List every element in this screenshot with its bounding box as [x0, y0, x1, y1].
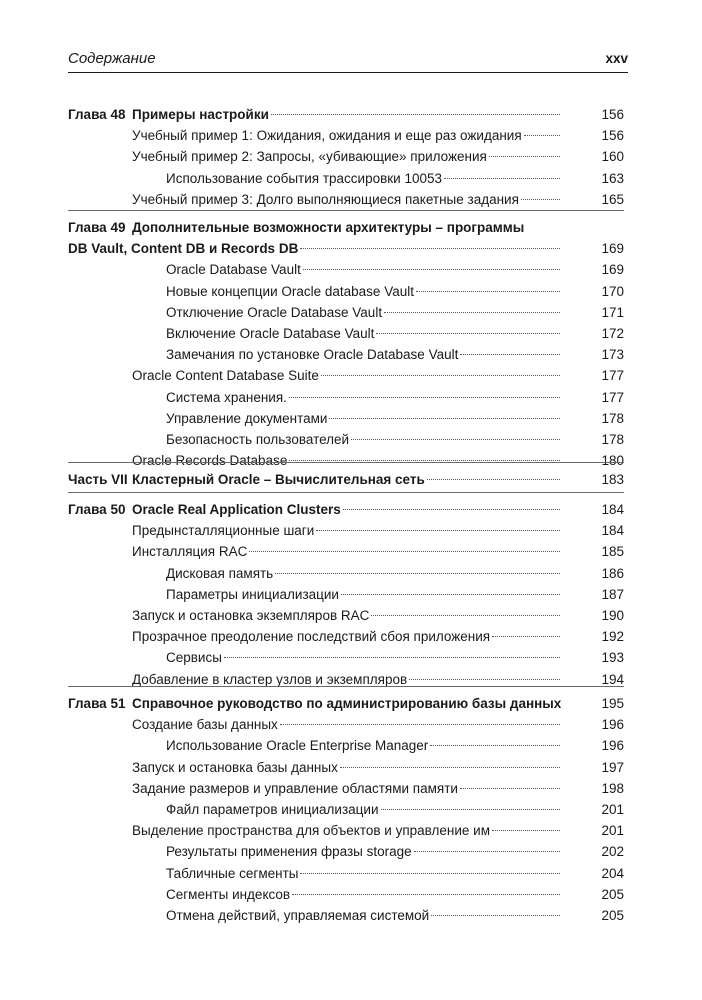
toc-entry-page: 173 [601, 347, 624, 363]
toc-entry[interactable] [0, 126, 624, 146]
toc-entry-leader-line [166, 388, 562, 408]
toc-entry[interactable] [0, 388, 624, 408]
dot-leader [343, 509, 560, 510]
toc-entry-title: Справочное руководство по администрированию базы данных [132, 696, 562, 711]
toc-entry-page: 196 [601, 738, 624, 754]
toc-entry-title: Учебный пример 1: Ожидания, ожидания и еще раз ожидания [132, 128, 522, 144]
toc-entry[interactable] [0, 260, 624, 280]
dot-leader [224, 657, 560, 658]
toc-entry-leader-line [166, 430, 562, 450]
toc-entry-title: Прозрачное преодоление последствий сбоя приложения [132, 629, 491, 645]
toc-entry-title: Безопасность пользователей [166, 432, 350, 447]
toc-entry-title: Использование события трассировки 10053 [166, 170, 443, 186]
dot-leader [460, 354, 560, 355]
toc-entry-title: Замечания по установке Oracle Database Vault [166, 347, 459, 363]
toc-entry[interactable] [0, 409, 624, 429]
toc-entry-title: Задание размеров и управление областями памяти [132, 780, 458, 796]
toc-entry-page: 196 [601, 717, 624, 733]
dot-leader [340, 767, 560, 768]
section-label-text: Часть VII [68, 472, 128, 487]
toc-entry-page: 172 [601, 326, 624, 341]
toc-entry[interactable] [0, 564, 624, 584]
dot-leader [376, 333, 560, 334]
toc-entry-leader-line [132, 470, 562, 490]
toc-entry-page: 156 [601, 128, 624, 144]
dot-leader [384, 312, 560, 313]
dot-leader [524, 135, 560, 136]
toc-entry-page: 198 [601, 780, 624, 796]
chapter-title-line1[interactable]: Дополнительные возможности архитектуры – программы [132, 220, 525, 235]
toc-entry-title: Включение Oracle Database Vault [166, 326, 375, 341]
toc-entry-title: Oracle Real Application Clusters [132, 502, 341, 517]
toc-entry[interactable] [0, 345, 624, 365]
toc-entry-page: 195 [601, 696, 624, 711]
dot-leader [430, 745, 560, 746]
toc-entry-title: DB Vault, Content DB и Records DB [68, 241, 299, 257]
toc-entry-leader-line [166, 648, 562, 668]
toc-entry[interactable] [0, 864, 624, 884]
toc-entry-leader-line [132, 758, 562, 778]
toc-entry-title: Oracle Records Database [132, 453, 288, 469]
toc-entry-page: 183 [601, 472, 624, 487]
toc-entry-leader-line [132, 126, 562, 146]
toc-entry[interactable] [0, 282, 624, 302]
toc-entry[interactable] [0, 105, 624, 125]
toc-entry-page: 187 [601, 586, 624, 602]
toc-entry-page: 177 [601, 389, 624, 405]
toc-entry[interactable] [0, 169, 624, 189]
toc-entry-page: 205 [601, 908, 624, 923]
toc-entry-leader-line [166, 585, 562, 605]
dot-leader [280, 724, 560, 725]
dot-leader [409, 679, 560, 680]
toc-entry-page: 163 [601, 170, 624, 186]
toc-entry-leader-line [132, 147, 562, 167]
dot-leader [492, 636, 560, 637]
dot-leader [351, 439, 560, 440]
section-label-text: Глава 49 [68, 220, 126, 235]
toc-entry-leader-line [132, 779, 562, 799]
toc-entry-page: 201 [601, 802, 624, 817]
section-label-text: Глава 50 [68, 502, 126, 517]
dot-leader [416, 291, 560, 292]
dot-leader [300, 873, 560, 874]
dot-leader [316, 530, 560, 531]
toc-entry-title: Инсталляция RAC [132, 544, 248, 560]
toc-entry-title: Выделение пространства для объектов и управление им [132, 823, 490, 839]
toc-entry-page: 184 [601, 502, 624, 517]
toc-entry[interactable] [0, 627, 624, 647]
toc-entry-title: Использование Oracle Enterprise Manager [166, 738, 429, 754]
toc-entry-leader-line [166, 345, 562, 365]
dot-leader [414, 851, 560, 852]
header-title: Содержание [68, 50, 156, 67]
toc-entry-title: Учебный пример 2: Запросы, «убивающие» приложения [132, 149, 487, 165]
section-label [68, 218, 138, 238]
toc-entry-title: Дисковая память [166, 565, 274, 581]
toc-entry-title: Кластерный Oracle – Вычислительная сеть [132, 472, 425, 487]
header-page-number: xxv [605, 51, 628, 66]
dot-leader [427, 479, 560, 480]
toc-entry-page: 156 [601, 107, 624, 122]
toc-entry[interactable] [0, 470, 624, 490]
toc-entry[interactable] [0, 147, 624, 167]
toc-entry-title: Управление документами [166, 410, 328, 426]
toc-entry-leader-line [166, 303, 562, 323]
toc-entry-title: Отмена действий, управляемая системой [166, 908, 430, 923]
toc-entry[interactable] [0, 542, 624, 562]
toc-entry-title: Запуск и остановка базы данных [132, 759, 338, 775]
section-separator [68, 686, 624, 687]
toc-entry-title: Oracle Database Vault [166, 262, 301, 278]
toc-entry[interactable] [0, 842, 624, 862]
toc-entry-page: 185 [601, 544, 624, 560]
toc-entry-leader-line [166, 842, 562, 862]
dot-leader [444, 178, 560, 179]
toc-entry-leader-line [132, 366, 562, 386]
toc-entry[interactable] [0, 324, 624, 344]
toc-entry-page: 165 [601, 191, 624, 207]
dot-leader [292, 894, 560, 895]
dot-leader [381, 809, 561, 810]
dot-leader [431, 915, 560, 916]
dot-leader [460, 788, 560, 789]
toc-entry-page: 190 [601, 608, 624, 623]
toc-entry-page: 184 [601, 523, 624, 539]
section-separator [68, 492, 624, 493]
toc-entry[interactable] [0, 821, 624, 841]
section-separator [68, 210, 624, 211]
dot-leader [371, 615, 560, 616]
toc-entry[interactable] [0, 779, 624, 799]
toc-entry-title: Предынсталляционные шаги [132, 523, 315, 539]
toc-entry-page: 160 [601, 149, 624, 165]
dot-leader [303, 269, 560, 270]
toc-entry-title: Файл параметров инициализации [166, 802, 379, 817]
toc-entry-page: 180 [601, 453, 624, 469]
toc-entry-leader-line [166, 906, 562, 926]
toc-entry-title: Табличные сегменты [166, 865, 299, 881]
toc-entry-leader-line [166, 260, 562, 280]
toc-entry-title: Примеры настройки [132, 107, 269, 122]
toc-entry[interactable] [0, 694, 624, 714]
toc-entry-title: Добавление в кластер узлов и экземпляров [132, 671, 408, 687]
toc-entry[interactable] [0, 303, 624, 323]
toc-entry-title: Создание базы данных [132, 717, 278, 733]
dot-leader [521, 199, 560, 200]
toc-entry-leader-line [166, 864, 562, 884]
toc-entry-page: 194 [601, 671, 624, 687]
toc-entry-title: Сервисы [166, 650, 222, 666]
dot-leader [329, 418, 560, 419]
toc-entry-page: 197 [601, 759, 624, 775]
toc-entry[interactable] [0, 906, 624, 926]
toc-entry-leader-line [132, 521, 562, 541]
toc-entry[interactable] [0, 758, 624, 778]
toc-entry-leader-line [132, 190, 562, 210]
toc-entry-title: Учебный пример 3: Долго выполняющиеся пакетные задания [132, 191, 519, 207]
toc-entry-leader-line [132, 105, 562, 125]
toc-entry[interactable] [0, 715, 624, 735]
toc-entry-title: Отключение Oracle Database Vault [166, 304, 383, 320]
running-header [68, 50, 628, 73]
toc-entry-leader-line [132, 694, 562, 714]
toc-entry[interactable] [0, 606, 624, 626]
toc-entry[interactable] [0, 585, 624, 605]
toc-entry-page: 202 [601, 844, 624, 860]
toc-entry[interactable] [0, 190, 624, 210]
toc-entry-title: Система хранения. [166, 389, 287, 405]
toc-entry-title: Oracle Content Database Suite [132, 368, 319, 384]
toc-entry-leader-line [68, 239, 562, 259]
toc-entry-title: Новые концепции Oracle database Vault [166, 283, 414, 299]
section-label-text: Глава 51 [68, 696, 126, 711]
toc-entry-page: 170 [601, 283, 624, 299]
toc-entry-leader-line [166, 409, 562, 429]
toc-entry-leader-line [166, 800, 562, 820]
toc-entry[interactable] [0, 521, 624, 541]
toc-entry-page: 178 [601, 410, 624, 426]
toc-entry[interactable] [0, 500, 624, 520]
toc-entry-page: 169 [601, 262, 624, 278]
dot-leader [275, 573, 560, 574]
toc-entry-page: 178 [601, 432, 624, 447]
dot-leader [249, 551, 560, 552]
toc-entry-title: Сегменты индексов [166, 886, 291, 902]
dot-leader [321, 375, 560, 376]
dot-leader [492, 830, 560, 831]
dot-leader [341, 594, 560, 595]
toc-entry-page: 204 [601, 865, 624, 881]
toc-entry-leader-line [166, 885, 562, 905]
toc-entry[interactable] [0, 239, 624, 259]
toc-entry[interactable] [0, 736, 624, 756]
toc-entry[interactable] [0, 885, 624, 905]
toc-entry-page: 201 [601, 823, 624, 839]
toc-entry-leader-line [132, 500, 562, 520]
toc-entry-leader-line [132, 542, 562, 562]
toc-entry-page: 186 [601, 565, 624, 581]
toc-entry-page: 205 [601, 886, 624, 902]
dot-leader [489, 156, 560, 157]
section-separator [68, 462, 624, 463]
toc-entry-leader-line [132, 715, 562, 735]
toc-entry-leader-line [166, 282, 562, 302]
toc-entry-page: 169 [601, 241, 624, 257]
toc-entry-page: 193 [601, 650, 624, 666]
toc-entry-leader-line [166, 169, 562, 189]
toc-entry[interactable] [0, 648, 624, 668]
toc-entry-leader-line [166, 736, 562, 756]
toc-entry-title: Параметры инициализации [166, 586, 339, 602]
toc-entry[interactable] [0, 430, 624, 450]
toc-entry-page: 192 [601, 629, 624, 645]
toc-entry-leader-line [132, 627, 562, 647]
dot-leader [289, 397, 560, 398]
dot-leader [271, 114, 560, 115]
toc-entry[interactable] [0, 800, 624, 820]
toc-entry[interactable] [0, 366, 624, 386]
toc-entry-leader-line [166, 564, 562, 584]
toc-entry-page: 171 [601, 304, 624, 320]
dot-leader [300, 248, 560, 249]
toc-entry-leader-line [166, 324, 562, 344]
toc-entry-page: 177 [601, 368, 624, 384]
section-label-text: Глава 48 [68, 107, 126, 122]
toc-entry-leader-line [132, 606, 562, 626]
toc-entry-title: Результаты применения фразы storage [166, 844, 412, 860]
toc-entry-title: Запуск и остановка экземпляров RAC [132, 608, 370, 623]
toc-entry-leader-line [132, 821, 562, 841]
